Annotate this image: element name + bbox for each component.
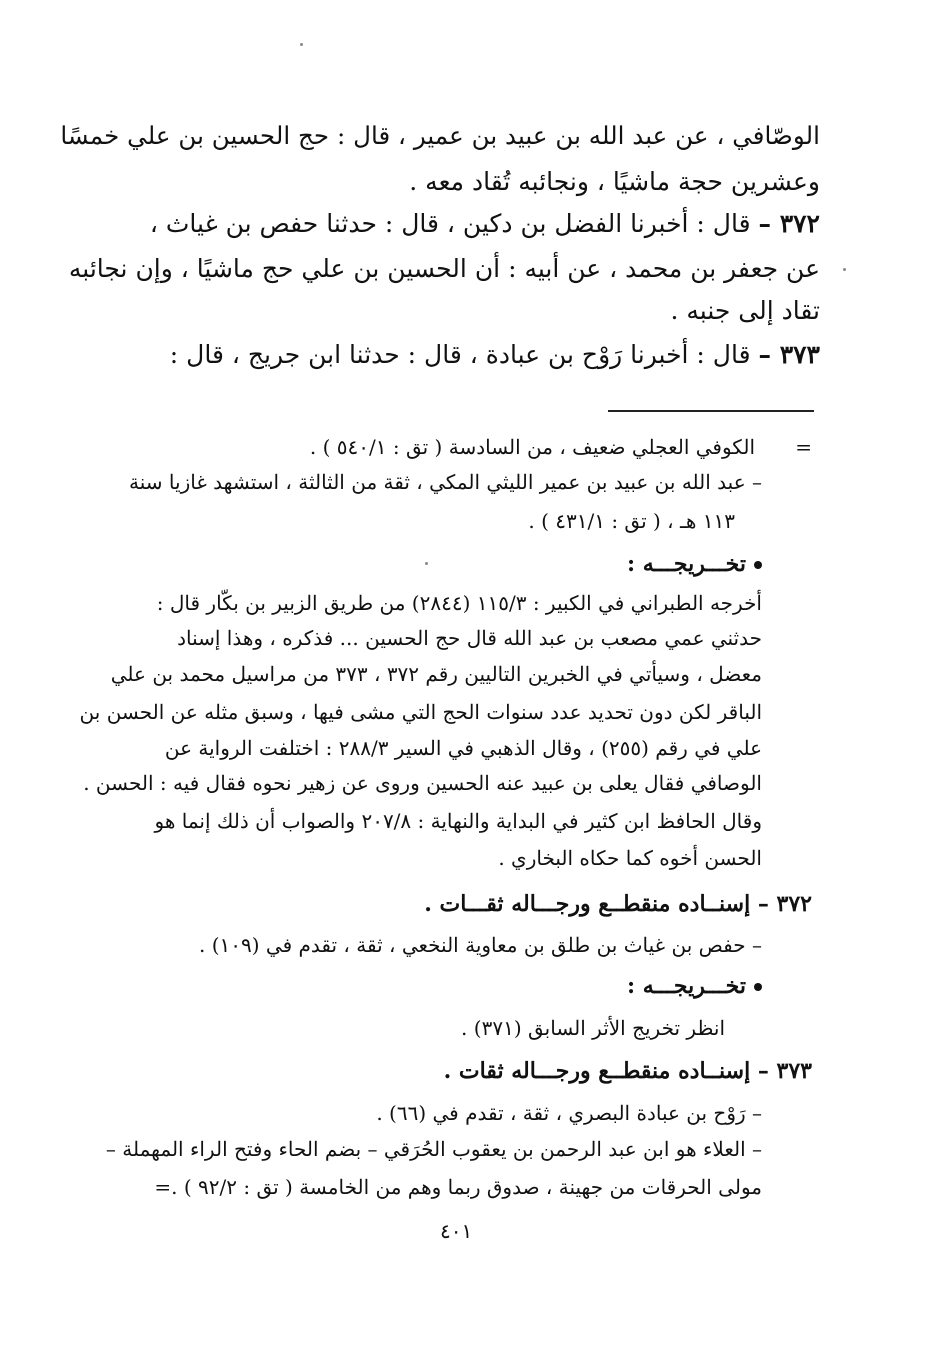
takhrij-heading: تخـــريجـــه : — [627, 553, 762, 575]
narrator-line: مولى الحرقات من جهينة ، صدوق ربما وهم من الخامسة ( تق : ٩٢/٢ ) .= — [154, 1175, 762, 1199]
takhrij-heading: تخـــريجـــه : — [627, 975, 762, 997]
footnote-line: – عبد الله بن عبيد بن عمير الليثي المكي ، ثقة من الثالثة ، استشهد غازيا سنة — [129, 470, 762, 494]
narrator-line: – رَوْح بن عبادة البصري ، ثقة ، تقدم في (٦٦) . — [376, 1101, 762, 1125]
takhrij-line: أخرجه الطبراني في الكبير : ١١٥/٣ (٢٨٤٤) من طريق الزبير بن بكّار قال : — [156, 591, 762, 615]
hadith-number-373: ٣٧٣ – — [758, 340, 820, 369]
main-text-line: الوصّافي ، عن عبد الله بن عبيد بن عمير ، قال : حج الحسين بن علي خمسًا — [60, 121, 820, 150]
takhrij-line: وقال الحافظ ابن كثير في البداية والنهاية : ٢٠٧/٨ والصواب أن ذلك إنما هو — [154, 809, 762, 833]
takhrij-line: معضل ، وسيأتي في الخبرين التاليين رقم ٣٧٢ ، ٣٧٣ من مراسيل محمد بن علي — [110, 662, 762, 686]
main-text-span: قال : أخبرنا رَوْح بن عبادة ، قال : حدثنا ابن جريج ، قال : — [169, 340, 751, 369]
scan-speck — [425, 562, 428, 565]
footnote-line: الكوفي العجلي ضعيف ، من السادسة ( تق : ٥٤٠/١ ) . — [309, 435, 755, 459]
main-text-line: عن جعفر بن محمد ، عن أبيه : أن الحسين بن علي حج ماشيًا ، وإن نجائبه — [68, 254, 820, 283]
isnad-372-heading: ٣٧٢ – إسنــاده منقطــع ورجـــاله ثقـــات . — [424, 891, 812, 917]
takhrij-line: الوصافي فقال يعلى بن عبيد عنه الحسين وروى عن زهير نحوه فقال فيه : الحسن . — [83, 771, 762, 795]
narrator-line: – العلاء هو ابن عبد الرحمن بن يعقوب الحُرَقي – بضم الحاء وفتح الراء المهملة – — [105, 1137, 762, 1161]
hadith-number-372: ٣٧٢ – — [758, 209, 820, 238]
takhrij-line: الحسن أخوه كما حكاه البخاري . — [498, 846, 762, 870]
page-number: ٤٠١ — [440, 1219, 473, 1243]
scan-speck — [843, 268, 846, 271]
footnote-line: ١١٣ هـ ، ( تق : ٤٣١/١ ) . — [528, 509, 735, 533]
takhrij-line: حدثني عمي مصعب بن عبد الله قال حج الحسين ... فذكره ، وهذا إسناد — [177, 626, 762, 650]
main-text-span: قال : أخبرنا الفضل بن دكين ، قال : حدثنا حفص بن غياث ، — [149, 209, 751, 238]
continuation-mark: = — [795, 435, 812, 459]
bullet-icon — [754, 983, 762, 991]
hadith-373-line — [170, 342, 820, 367]
bullet-icon — [754, 561, 762, 569]
hadith-372-line — [150, 211, 820, 236]
takhrij-line: انظر تخريج الأثر السابق (٣٧١) . — [461, 1016, 725, 1040]
scan-speck — [300, 43, 303, 46]
takhrij-line: الباقر لكن دون تحديد عدد سنوات الحج التي مشى فيها ، وسبق مثله عن الحسن بن — [79, 700, 762, 724]
takhrij-line: علي في رقم (٢٥٥) ، وقال الذهبي في السير ٢٨٨/٣ : اختلفت الرواية عن — [164, 736, 762, 760]
narrator-line: – حفص بن غياث بن طلق بن معاوية النخعي ، ثقة ، تقدم في (١٠٩) . — [199, 933, 762, 957]
isnad-373-heading: ٣٧٣ – إسنــاده منقطــع ورجـــاله ثقات . — [443, 1058, 812, 1084]
footnote-separator — [608, 410, 814, 412]
main-text-line: تقاد إلى جنبه . — [670, 296, 820, 325]
main-text-line: وعشرين حجة ماشيًا ، ونجائبه تُقاد معه . — [409, 167, 820, 196]
